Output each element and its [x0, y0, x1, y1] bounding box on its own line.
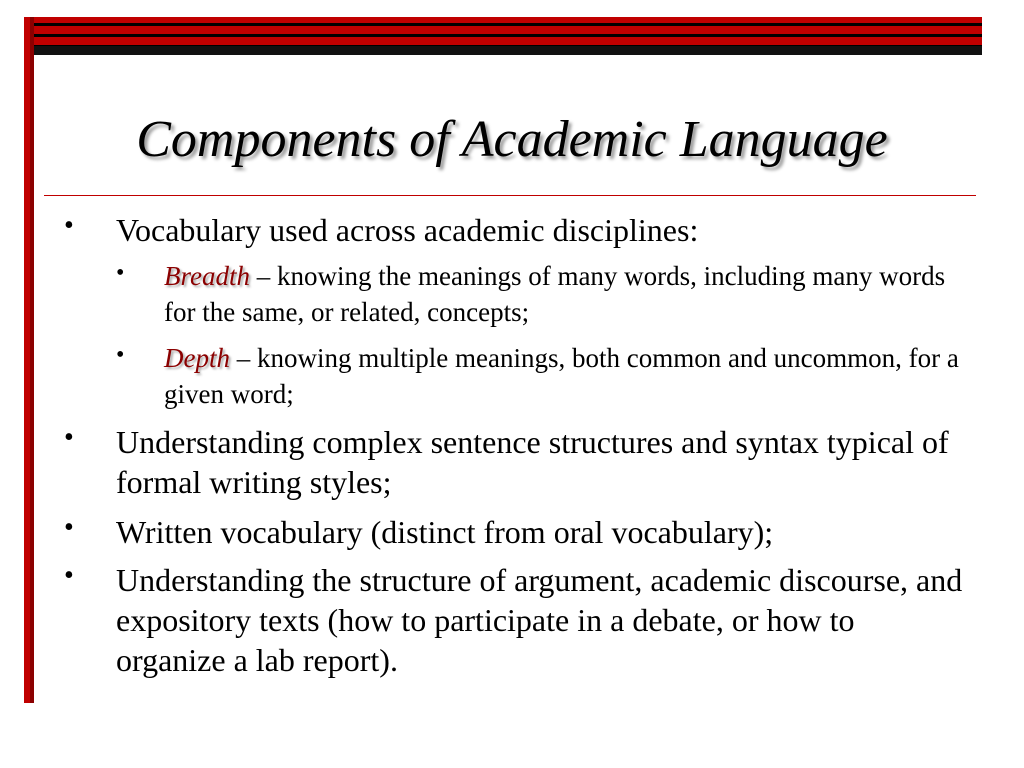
bullet-marker: • [64, 512, 74, 543]
band-stripe [26, 37, 982, 45]
bullet-text: Understanding complex sentence structures and syntax typical of formal writing styles; [116, 424, 949, 500]
bullet-text: Understanding the structure of argument, academic discourse, and expository texts (how to participate in a debate, or how to organize a lab report). [116, 562, 963, 678]
bullet-marker: • [64, 210, 74, 241]
band-stripe [26, 26, 982, 34]
header-decorative-band [26, 17, 982, 55]
sub-bullet-depth [164, 340, 964, 412]
sub-bullet-text: – knowing multiple meanings, both common and uncommon, for a given word; [164, 343, 959, 409]
sub-bullet-marker: • [116, 342, 125, 368]
sub-bullet-marker: • [116, 260, 125, 286]
bullet-marker: • [64, 560, 74, 591]
term-breadth: Breadth [164, 261, 250, 291]
title-divider [44, 195, 976, 196]
band-stripe [26, 17, 982, 23]
term-depth: Depth [164, 343, 230, 373]
sub-bullet-breadth [164, 258, 964, 330]
bullet-marker: • [64, 422, 74, 453]
bullet-text: Vocabulary used across academic disciplines: [116, 212, 699, 248]
bullet-text: Written vocabulary (distinct from oral vocabulary); [116, 514, 774, 550]
sub-bullet-text: – knowing the meanings of many words, including many words for the same, or related, concepts; [164, 261, 946, 327]
slide-title: Components of Academic Language [136, 111, 888, 168]
band-stripe-dark [26, 46, 982, 55]
